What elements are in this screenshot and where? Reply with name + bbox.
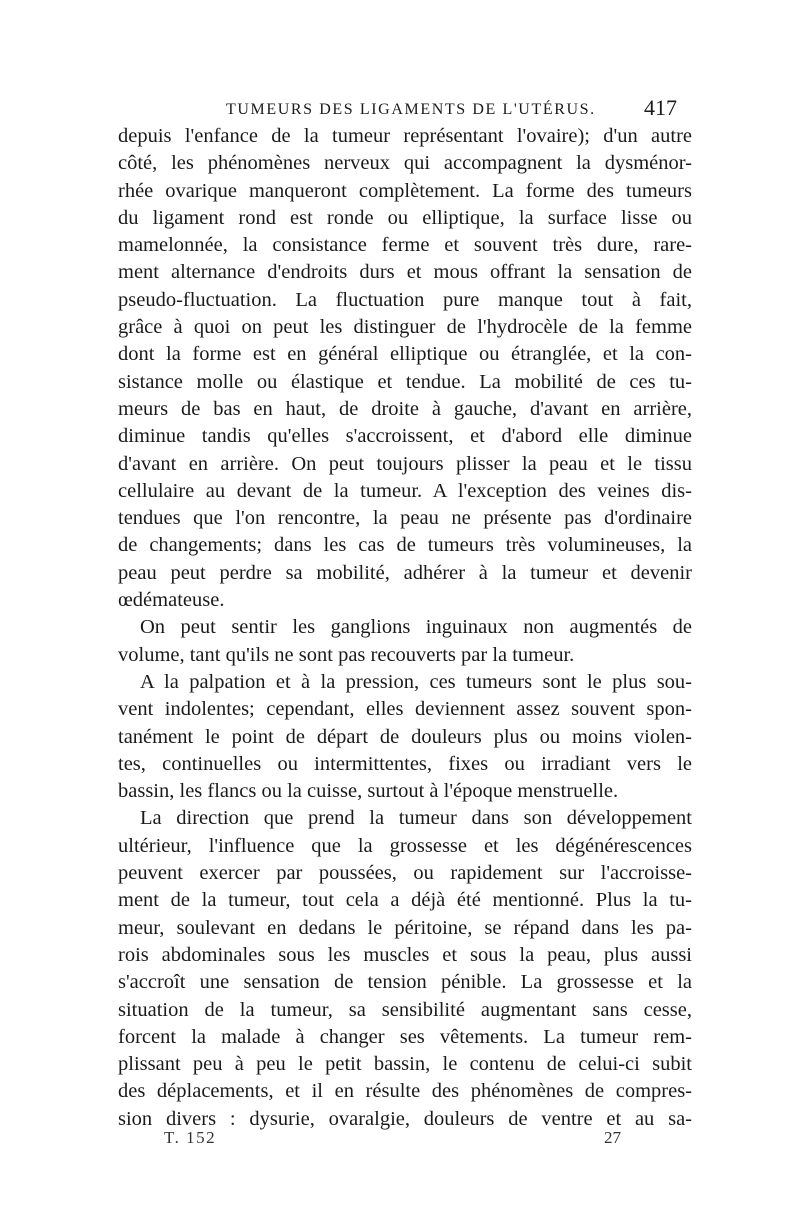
text-line: des déplacements, et il en résulte des phénomènes de compres- <box>118 1080 692 1103</box>
text-line: grâce à quoi on peut les distinguer de l'hydrocèle de la femme <box>118 316 692 339</box>
paragraph-end-line: œdémateuse. <box>118 589 225 612</box>
text-line: mamelonnée, la consistance ferme et souvent très dure, rare- <box>118 234 692 257</box>
paragraph-end-line: volume, tant qu'ils ne sont pas recouverts par la tumeur. <box>118 643 575 666</box>
text-line: rois abdominales sous les muscles et sous la peau, plus aussi <box>118 943 692 966</box>
text-line: peau peut perdre sa mobilité, adhérer à la tumeur et devenir <box>118 561 692 584</box>
text-line: meur, soulevant en dedans le péritoine, se répand dans les pa- <box>118 916 692 939</box>
text-line: peuvent exercer par poussées, ou rapidement sur l'accroisse- <box>118 862 692 885</box>
signature-mark: T. 152 <box>164 1128 217 1147</box>
sheet-number: 27 <box>604 1128 621 1147</box>
paragraph-start-line: La direction que prend la tumeur dans son développement <box>140 807 692 830</box>
text-line: dont la forme est en général elliptique ou étranglée, et la con- <box>118 343 692 366</box>
text-line: meurs de bas en haut, de droite à gauche, d'avant en arrière, <box>118 397 692 420</box>
paragraph-start-line: On peut sentir les ganglions inguinaux non augmentés de <box>140 616 692 639</box>
text-line: vent indolentes; cependant, elles deviennent assez souvent spon- <box>118 698 692 721</box>
text-line: ment de la tumeur, tout cela a déjà été mentionné. Plus la tu- <box>118 889 692 912</box>
text-line: ment alternance d'endroits durs et mous offrant la sensation de <box>118 261 692 284</box>
text-line: du ligament rond est ronde ou elliptique, la surface lisse ou <box>118 206 692 229</box>
text-line: diminue tandis qu'elles s'accroissent, et d'abord elle diminue <box>118 425 692 448</box>
text-line: situation de la tumeur, sa sensibilité augmentant sans cesse, <box>118 998 692 1021</box>
text-line: de changements; dans les cas de tumeurs très volumineuses, la <box>118 534 692 557</box>
body-text <box>118 123 692 1133</box>
text-line: tes, continuelles ou intermittentes, fixes ou irradiant vers le <box>118 752 692 775</box>
text-line: pseudo-fluctuation. La fluctuation pure manque tout à fait, <box>118 288 692 311</box>
running-header <box>0 95 800 125</box>
text-line: sistance molle ou élastique et tendue. La mobilité de ces tu- <box>118 370 692 393</box>
text-line: d'avant en arrière. On peut toujours plisser la peau et le tissu <box>118 452 692 475</box>
text-line: plissant peu à peu le petit bassin, le contenu de celui-ci subit <box>118 1053 692 1076</box>
text-line: sion divers : dysurie, ovaralgie, douleurs de ventre et au sa- <box>118 1107 692 1130</box>
text-line: côté, les phénomènes nerveux qui accompagnent la dysménor- <box>118 152 692 175</box>
page-number: 417 <box>644 95 677 120</box>
text-line: ultérieur, l'influence que la grossesse et les dégénérescences <box>118 834 692 857</box>
text-line: rhée ovarique manqueront complètement. La forme des tumeurs <box>118 179 692 202</box>
text-line: tanément le point de départ de douleurs plus ou moins violen- <box>118 725 692 748</box>
running-title: TUMEURS DES LIGAMENTS DE L'UTÉRUS. <box>226 101 596 118</box>
text-line: tendues que l'on rencontre, la peau ne présente pas d'ordinaire <box>118 507 692 530</box>
text-line: cellulaire au devant de la tumeur. A l'exception des veines dis- <box>118 479 692 502</box>
printer-signature-row <box>0 1128 800 1152</box>
paragraph-start-line: A la palpation et à la pression, ces tumeurs sont le plus sou- <box>140 670 692 693</box>
text-line: s'accroît une sensation de tension pénible. La grossesse et la <box>118 971 692 994</box>
text-line: depuis l'enfance de la tumeur représentant l'ovaire); d'un autre <box>118 125 692 147</box>
paragraph-end-line: bassin, les flancs ou la cuisse, surtout à l'époque menstruelle. <box>118 780 619 803</box>
text-line: forcent la malade à changer ses vêtements. La tumeur rem- <box>118 1025 692 1048</box>
